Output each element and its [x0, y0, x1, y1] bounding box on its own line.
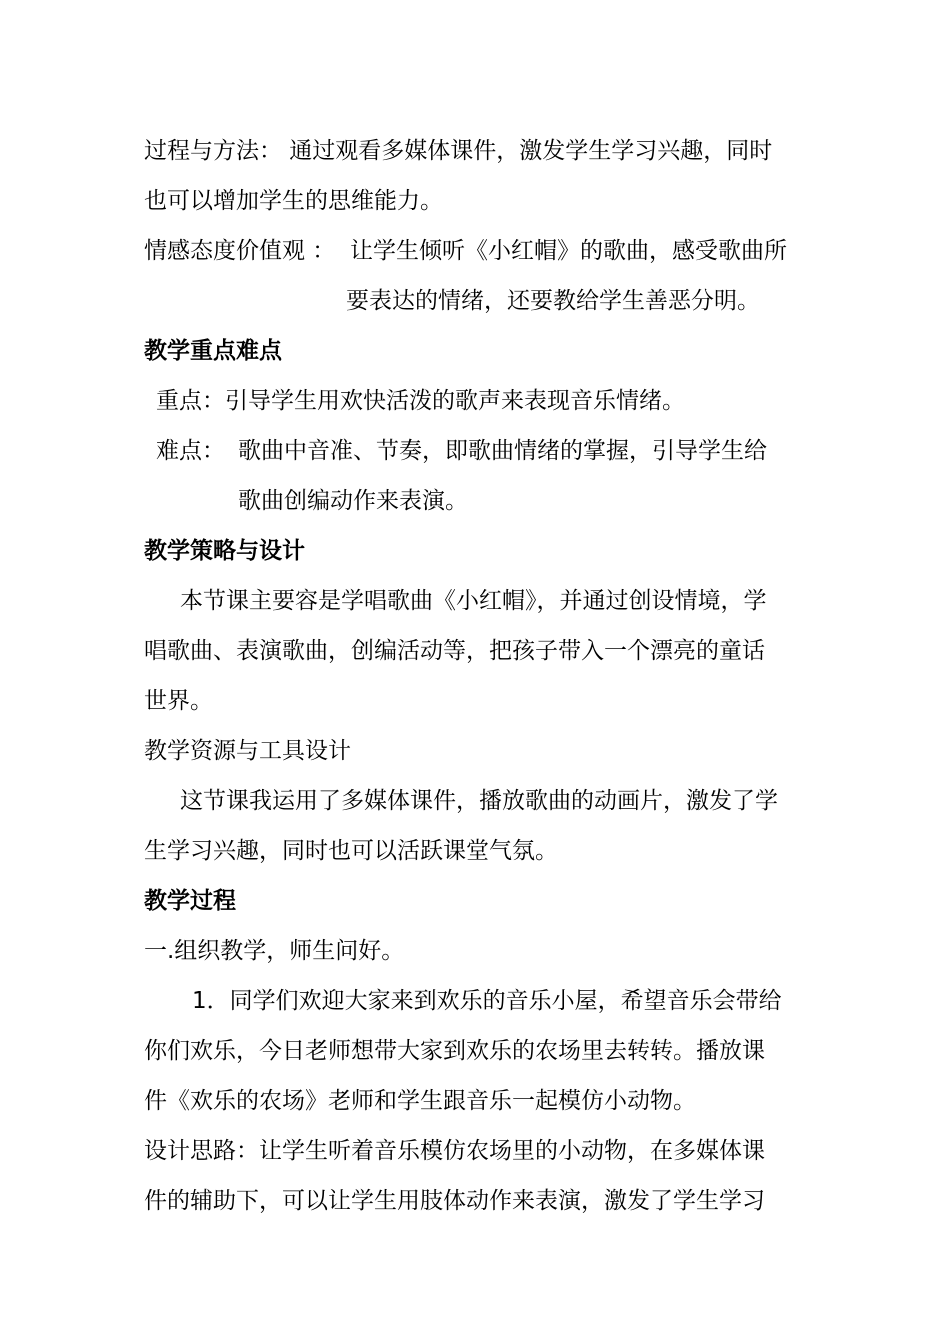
- strategy-line-2: 唱歌曲、表演歌曲，创编活动等，把孩子带入一个漂亮的童话: [144, 638, 765, 664]
- process-heading: 教学过程: [144, 888, 236, 914]
- resources-line-2: 生学习兴趣，同时也可以活跃课堂气氛。: [144, 838, 558, 864]
- design-idea-line-2: 件的辅助下，可以让学生用肢体动作来表演，激发了学生学习: [144, 1188, 765, 1214]
- difficult-label: 难点：: [156, 438, 225, 464]
- resources-heading: 教学资源与工具设计: [144, 738, 351, 764]
- strategy-heading: 教学策略与设计: [144, 538, 305, 564]
- emotion-values-line-2: 要表达的情绪，还要教给学生善恶分明。: [346, 288, 760, 314]
- strategy-line-3: 世界。: [144, 688, 213, 714]
- process-item-1-line-2: 你们欢乐，今日老师想带大家到欢乐的农场里去转转。播放课: [144, 1038, 765, 1064]
- difficult-line-1: 歌曲中音准、节奏，即歌曲情绪的掌握，引导学生给: [238, 438, 767, 464]
- resources-line-1: 这节课我运用了多媒体课件，播放歌曲的动画片，激发了学: [180, 788, 778, 814]
- design-idea-line-1: 设计思路：让学生听着音乐模仿农场里的小动物，在多媒体课: [144, 1138, 765, 1164]
- emotion-values-line-1: 让学生倾听《小红帽》的歌曲，感受歌曲所: [350, 238, 787, 264]
- difficult-line-2: 歌曲创编动作来表演。: [238, 488, 468, 514]
- process-method-line-2: 也可以增加学生的思维能力。: [144, 188, 443, 214]
- emotion-values-label: 情感态度价值观 ：: [144, 238, 336, 264]
- process-item-1-line-3: 件《欢乐的农场》老师和学生跟音乐一起模仿小动物。: [144, 1088, 696, 1114]
- process-item-1-line-1: 1．同学们欢迎大家来到欢乐的音乐小屋，希望音乐会带给: [192, 988, 782, 1014]
- process-step-1: 一.组织教学，师生问好。: [144, 938, 405, 964]
- key-difficult-heading: 教学重点难点: [144, 338, 282, 364]
- strategy-line-1: 本节课主要容是学唱歌曲《小红帽》，并通过创设情境，学: [180, 588, 767, 614]
- process-method-line-1: 过程与方法： 通过观看多媒体课件，激发学生学习兴趣，同时: [144, 138, 773, 164]
- key-point-text: 重点：引导学生用欢快活泼的歌声来表现音乐情绪。: [156, 388, 685, 414]
